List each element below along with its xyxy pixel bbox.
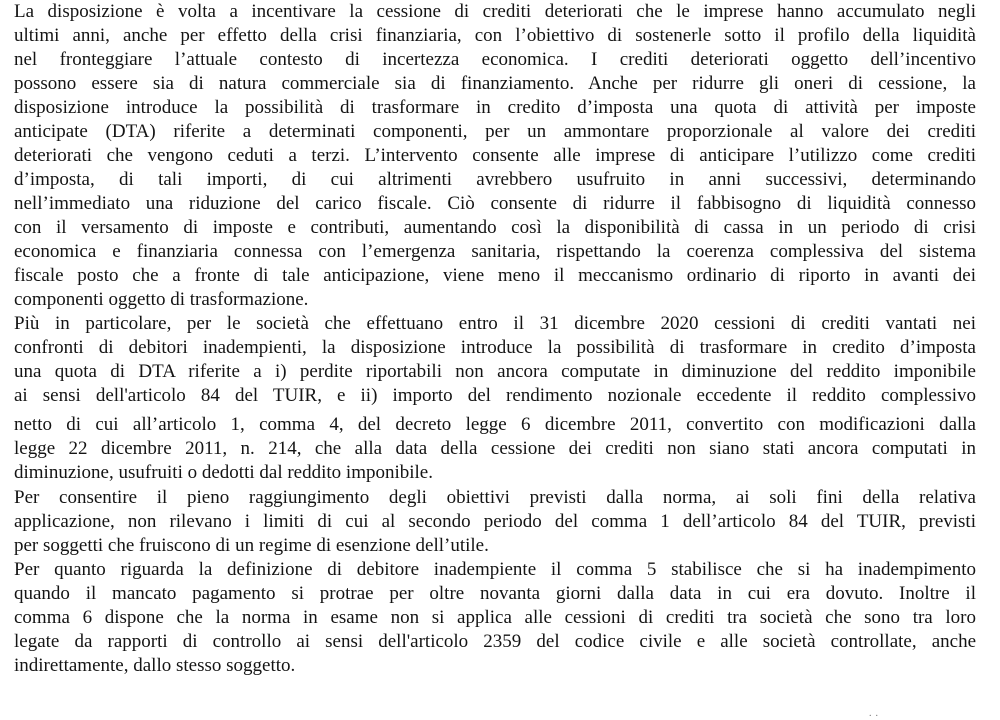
text-line: nell’immediato una riduzione del carico fiscale. Ciò consente di ridurre il fabbisogno di liquidità connesso [14,193,976,214]
text-line: ai sensi dell'articolo 84 del TUIR, e ii) importo del rendimento nozionale eccedente il reddito complessivo [14,385,976,406]
text-line: d’imposta, di tali importi, di cui altrimenti avrebbero usufruito in anni successivi, determinando [14,169,976,190]
scan-artifact: .. [869,708,882,719]
text-line: anticipate (DTA) riferite a determinati componenti, per un ammontare proporzionale al valore dei crediti [14,121,976,142]
text-line: ultimi anni, anche per effetto della crisi finanziaria, con l’obiettivo di sostenerle sotto il profilo della liquidità [14,25,976,46]
text-line: Per quanto riguarda la definizione di debitore inadempiente il comma 5 stabilisce che si ha inadempimento [14,559,976,580]
text-line: netto di cui all’articolo 1, comma 4, del decreto legge 6 dicembre 2011, convertito con modificazioni dalla [14,414,976,435]
text-line: La disposizione è volta a incentivare la cessione di crediti deteriorati che le imprese hanno accumulato negli [14,1,976,22]
text-line: confronti di debitori inadempienti, la disposizione introduce la possibilità di trasformare in credito d’imposta [14,337,976,358]
text-line: applicazione, non rilevano i limiti di cui al secondo periodo del comma 1 dell’articolo 84 del TUIR, previsti [14,511,976,532]
text-line: deteriorati che vengono ceduti a terzi. L’intervento consente alle imprese di anticipare l’utilizzo come crediti [14,145,976,166]
text-line: Più in particolare, per le società che effettuano entro il 31 dicembre 2020 cessioni di crediti vantati nei [14,313,976,334]
text-line: una quota di DTA riferite a i) perdite riportabili non ancora computate in diminuzione del reddito imponibile [14,361,976,382]
text-line: comma 6 dispone che la norma in esame non si applica alle cessioni di crediti tra società che sono tra loro [14,607,976,628]
text-line: per soggetti che fruiscono di un regime di esenzione dell’utile. [14,535,489,556]
text-line: legate da rapporti di controllo ai sensi dell'articolo 2359 del codice civile e alle società controllate, anche [14,631,976,652]
text-line: con il versamento di imposte e contributi, aumentando così la disponibilità di cassa in un periodo di crisi [14,217,976,238]
text-line: nel fronteggiare l’attuale contesto di incertezza economica. I crediti deteriorati oggetto dell’incentivo [14,49,976,70]
text-line: indirettamente, dallo stesso soggetto. [14,655,296,676]
text-line: disposizione introduce la possibilità di trasformare in credito d’imposta una quota di attività per imposte [14,97,976,118]
text-line: diminuzione, usufruiti o dedotti dal reddito imponibile. [14,462,433,483]
text-line: componenti oggetto di trasformazione. [14,289,309,310]
text-line: quando il mancato pagamento si protrae per oltre novanta giorni dalla data in cui era dovuto. Inoltre il [14,583,976,604]
text-line: possono essere sia di natura commerciale sia di finanziamento. Anche per ridurre gli oneri di cessione, la [14,73,976,94]
text-line: fiscale posto che a fronte di tale anticipazione, viene meno il meccanismo ordinario di riporto in avanti dei [14,265,976,286]
text-line: legge 22 dicembre 2011, n. 214, che alla data della cessione dei crediti non siano stati ancora computati in [14,438,976,459]
text-line: economica e finanziaria connessa con l’emergenza sanitaria, rispettando la coerenza complessiva del sistema [14,241,976,262]
text-line: Per consentire il pieno raggiungimento degli obiettivi previsti dalla norma, ai soli fini della relativa [14,487,976,508]
